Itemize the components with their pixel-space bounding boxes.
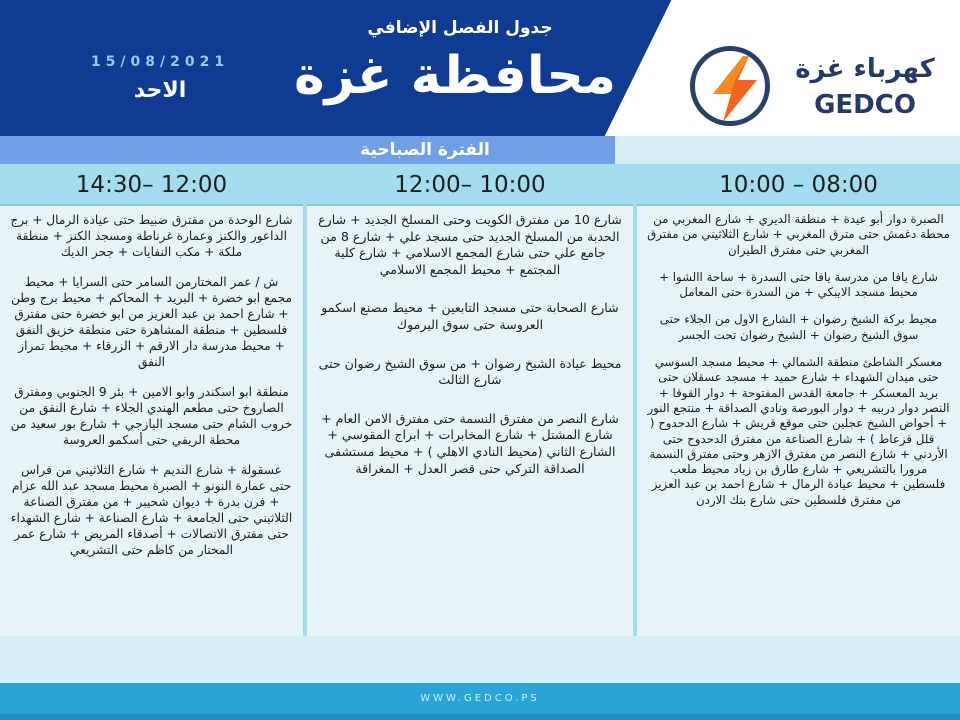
column-header — [637, 164, 960, 206]
list-item: عسقولة + شارع النديم + شارع الثلاثيني من فراس حتى عمارة النونو + الصبرة محيط مسجد عبد الله عزام + فرن بدرة + ديوان شحيبر + من مفترق الصناعة الثلاثيني حتى الجامعة + شارع الصناعة + شارع الشهداء حتى مفترق الاتصالات + أصدقاء المريض + شارع عمر المختار من كاظم حتى التشريعي — [10, 463, 293, 557]
area-list — [317, 212, 623, 499]
list-item: محيط بركة الشيخ رضوان + الشارع الاول من الجلاء حتى سوق الشيخ رضوان + الشيخ رضوان تحت الجسر — [659, 312, 938, 342]
schedule-day: الاحد — [133, 78, 187, 103]
list-item: شارع النصر من مفترق النسمة حتى مفترق الامن العام + شارع المشتل + شارع المخابرات + ابراج المقوسي + الشارع الثاني (محيط النادي الاهلي ) + محيط مستشفى الصداقة التركي حتى قصر العدل + المغراقة — [321, 410, 619, 476]
schedule-column-afternoon — [0, 164, 303, 636]
gedco-logo — [690, 46, 770, 126]
column-header — [0, 164, 303, 206]
column-divider — [633, 164, 637, 636]
list-item: معسكر الشاطئ منطقة الشمالي + محيط مسجد السوسي حتى ميدان الشهداء + شارع حميد + مسجد عسقلان حتى بريد المعسكر + جامعة القدس المفتوحة + دوار القوقا + النصر دوار دربيه + دوار البورصة ونادي الصداقة + منتجع النور + أحواض الشيخ عجلين حتى موقع قريش + شارع الدحدوح ( قلل قزعاط ) + شارع الصناعة من مفترق الدحدوح حتى الأردني + شارع النصر من مفترق الازهر وحتى مفترق النسمة مرورا بالتشريعي + شارع طارق بن زياد محيط ملعب فلسطين + محيط عيادة الرمال + شارع احمد بن عبد العزيز من مفترق فلسطين حتى شارع بنك الاردن — [647, 355, 950, 507]
website-link[interactable]: WWW.GEDCO.PS — [420, 693, 540, 704]
list-item: الصبرة دوار أبو عيدة + منطقة الديري + شارع المغربي من محطة دغمش حتى مترق المغربي + شارع الثلاثيني من مفترق المغربي حتى مفترق الطيران — [647, 212, 950, 257]
list-item: شارع الصحابة حتى مسجد التابعين + محيط مصنع اسكمو العروسة حتى سوق اليرموك — [321, 300, 619, 332]
footer-strip — [0, 714, 960, 720]
list-item: ش / عمر المختارمن السامر حتى السرايا + محيط مجمع ابو خضرة + البريد + المحاكم + محيط برج وطن + شارع احمد بن عبد العزيز من ابو خضرة حتى مفترق فلسطين + منطقة المشاهرة حتى منطقة خزيق النفق + محيط مدرسة دار الارقم + الزرقاء + محيط تمراز النفق — [10, 275, 292, 369]
brand-name-arabic: كهرباء غزة — [795, 54, 935, 84]
list-item: شارع 10 من مفترق الكويت وحتى المسلخ الجديد + شارع الحدبة من المسلخ الجديد حتى مسجد علي + شارع 8 من جامع علي حتى شارع المجمع الاسلامي + شارع كلية المجتمع + محيط المجمع الاسلامي — [318, 212, 622, 277]
schedule-date: 15/08/2021 — [90, 54, 230, 70]
list-item: محيط عيادة الشيخ رضوان + من سوق الشيخ رضوان حتى شارع الثالث — [318, 355, 622, 388]
brand-name-english: GEDCO — [814, 90, 916, 120]
area-list — [647, 212, 950, 520]
schedule-subtitle: جدول الفصل الإضافي — [367, 18, 553, 38]
header-banner — [0, 0, 960, 136]
footer-bar — [0, 683, 960, 720]
schedule-column-morning — [637, 164, 960, 636]
list-item: شارع الوحدة من مفترق ضبيط حتى عيادة الرمال + برج الداعور والكنز وعمارة غرناطة ومسجد الكنز + منطقة ملكة + مكب النفايات + جحر الديك — [10, 213, 293, 259]
lightning-bolt-icon — [705, 54, 765, 124]
period-label: الفترة الصباحية — [360, 140, 490, 160]
list-item: منطقة ابو اسكندر وابو الامين + بئر 9 الجنوبي ومفترق الصاروخ حتى مطعم الهندي الجلاء + شارع النفق من خروب الشام حتى مسجد اليازجي + شارع بور سعيد من محطة الريفي حتى أسكمو العروسة — [10, 385, 293, 447]
page-title: محافظة غزة — [293, 46, 617, 106]
area-list — [10, 212, 293, 572]
list-item: شارع يافا من مدرسة يافا حتى السدرة + ساحة االشوا + محيط مسجد الايبكي + من السدرة حتى المعامل — [659, 269, 938, 300]
schedule-column-midday — [307, 164, 633, 636]
column-header — [307, 164, 633, 206]
time-slot-label: 12:00– 10:00 — [394, 172, 546, 198]
column-divider — [303, 164, 307, 636]
time-slot-label: 14:30– 12:00 — [75, 172, 228, 198]
time-slot-label: 10:00 – 08:00 — [719, 172, 878, 198]
